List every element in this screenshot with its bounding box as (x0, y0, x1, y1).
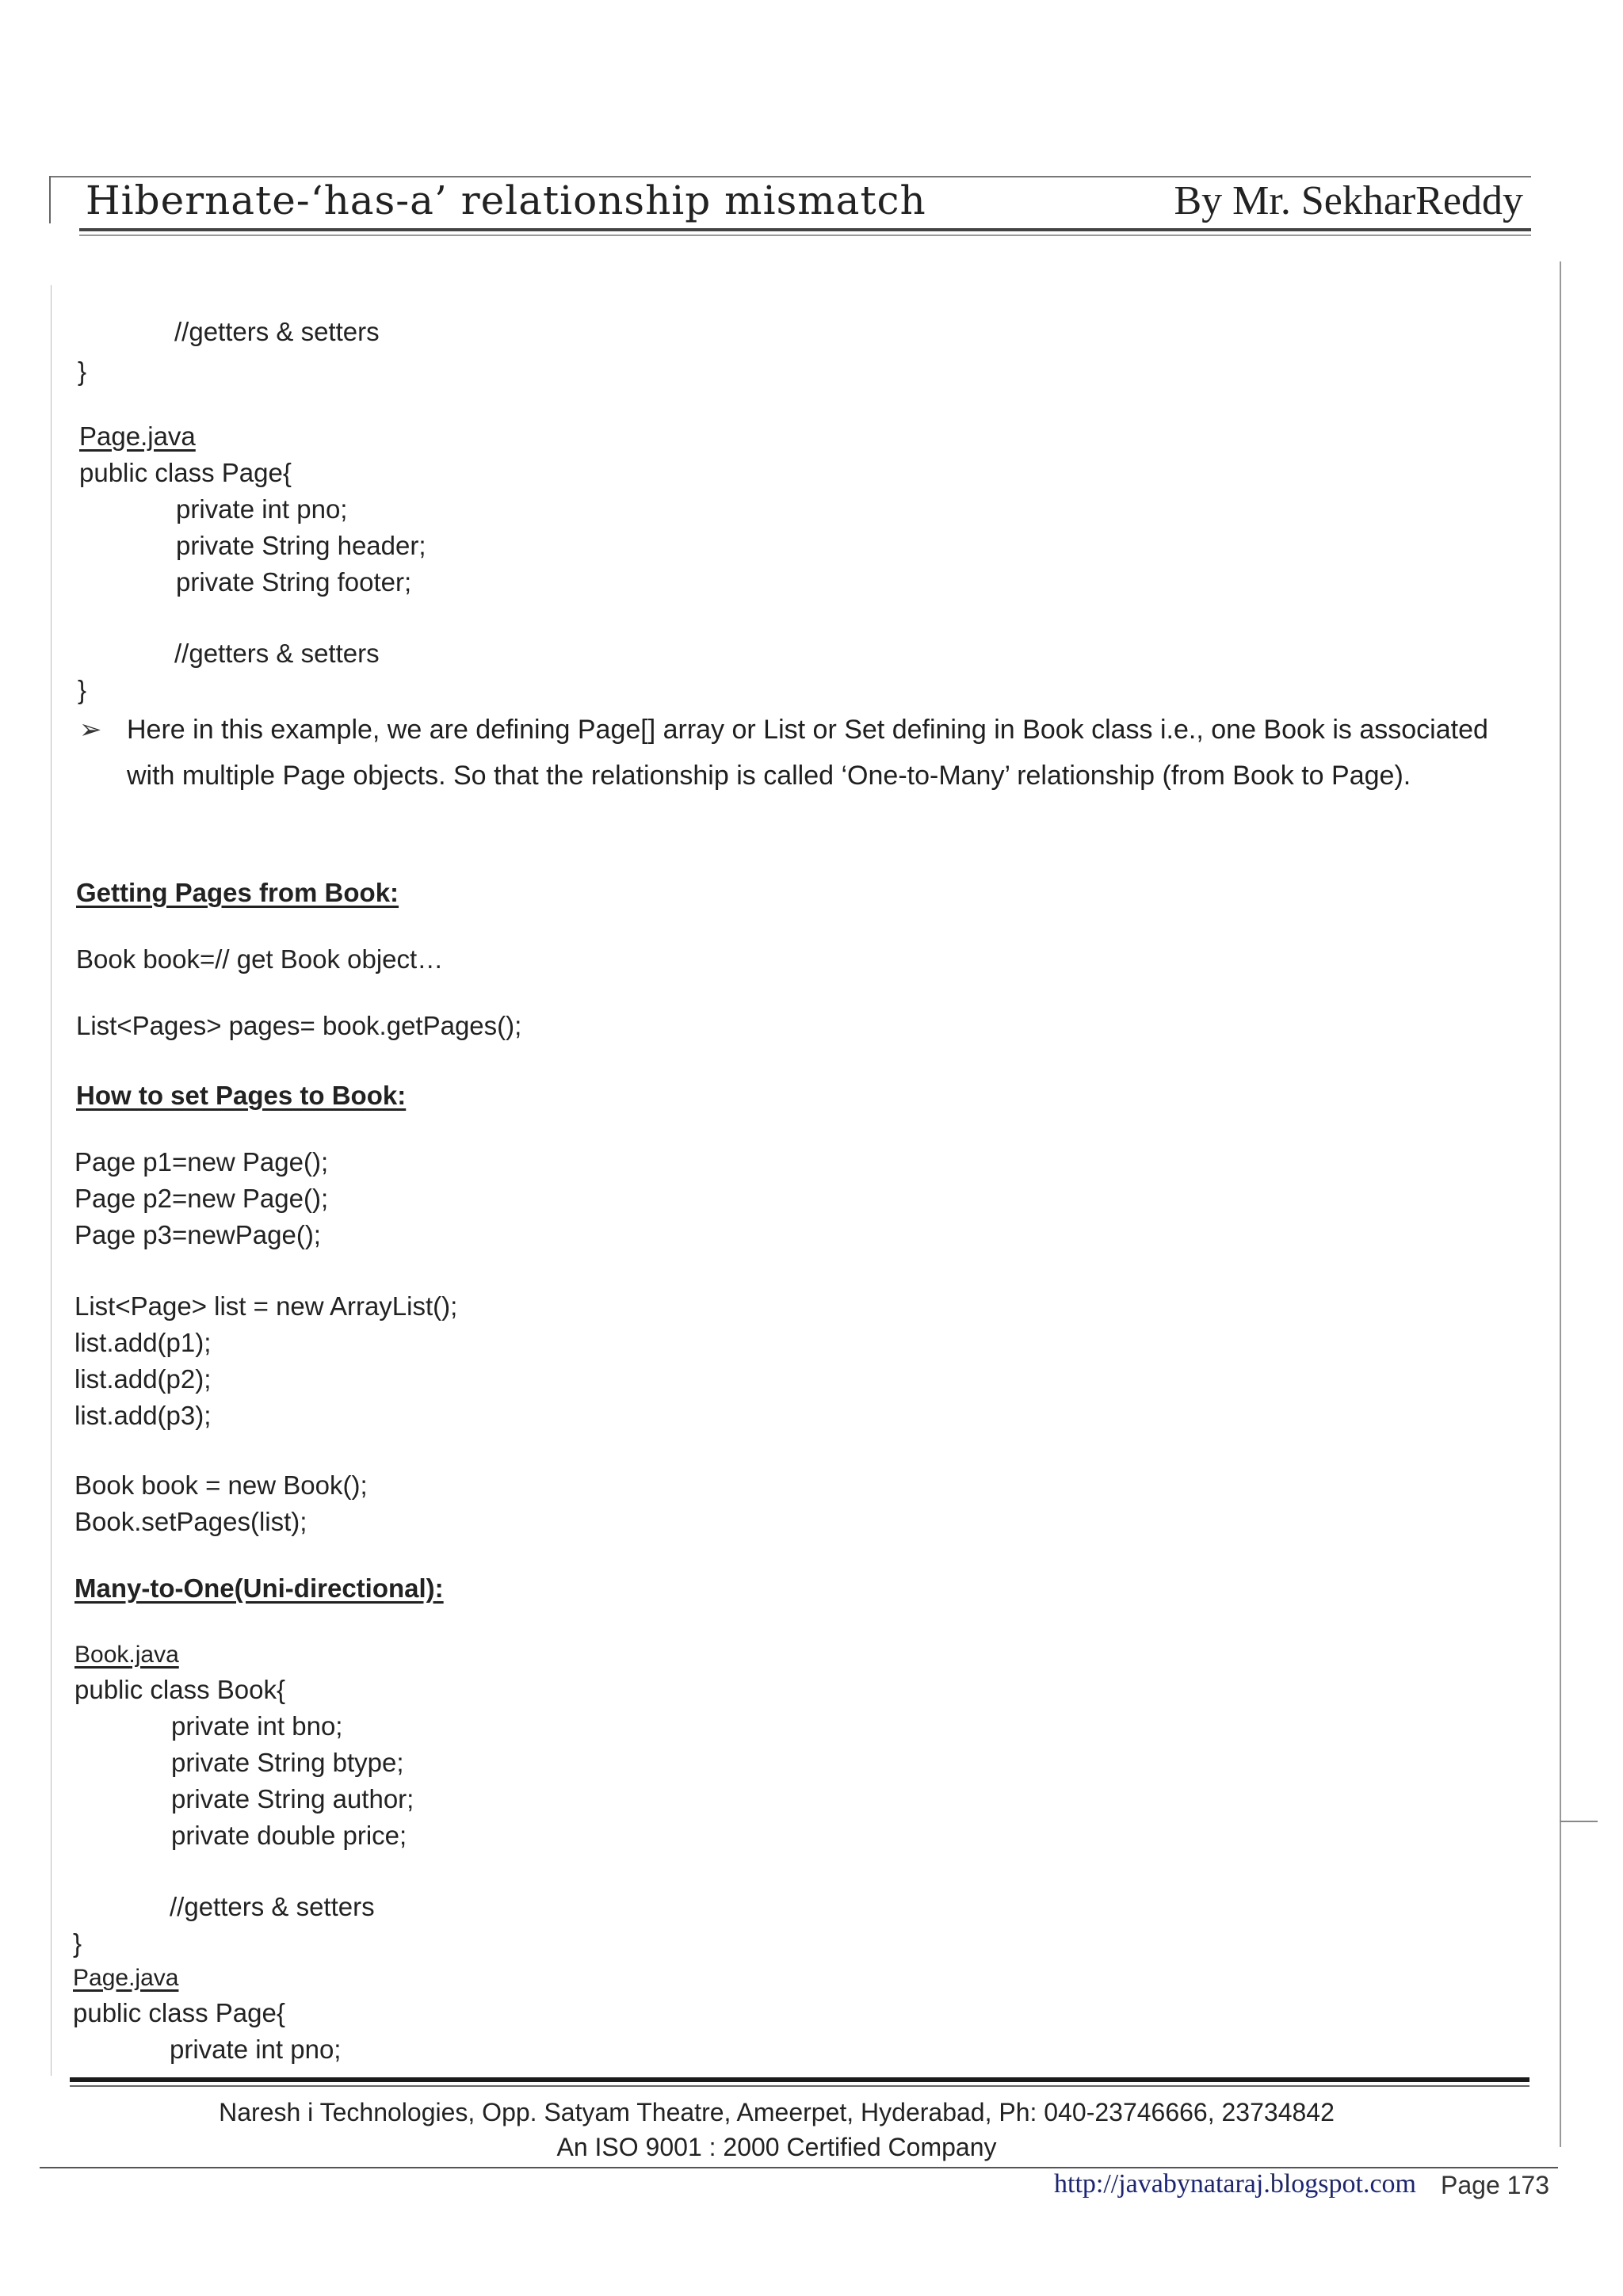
section-heading-getting-pages: Getting Pages from Book: (76, 878, 399, 907)
blog-url-link[interactable]: http://javabynataraj.blogspot.com (1054, 2169, 1417, 2199)
code-class-declaration: public class Book{ (74, 1675, 285, 1704)
page-number: Page 173 (1441, 2171, 1550, 2199)
code-field: private String footer; (176, 567, 412, 597)
header-bottom-rule (79, 228, 1531, 231)
footer-address: Naresh i Technologies, Opp. Satyam Theatre, Ameerpet, Hyderabad, Ph: 040-23746666, 23734842 (219, 2098, 1335, 2126)
bullet-arrow-icon: ➢ (79, 715, 102, 745)
left-margin-rule (51, 285, 52, 2076)
code-field: private int bno; (171, 1711, 343, 1741)
footer-certification: An ISO 9001 : 2000 Certified Company (556, 2133, 997, 2161)
section-heading-set-pages: How to set Pages to Book: (76, 1081, 407, 1110)
header-author: By Mr. SekharReddy (1174, 178, 1523, 223)
code-field: private int pno; (170, 2035, 342, 2064)
code-line: Book book = new Book(); (74, 1470, 368, 1500)
footer-thick-rule (70, 2077, 1529, 2082)
code-getters-comment: //getters & setters (174, 317, 380, 346)
filename-book-java: Book.java (74, 1642, 179, 1668)
right-scan-edge-tick (1560, 1821, 1598, 1822)
code-field: private int pno; (176, 494, 348, 524)
code-line: Page p3=newPage(); (74, 1220, 321, 1249)
right-scan-edge (1560, 261, 1561, 2147)
code-closing-brace: } (73, 1928, 82, 1958)
header-bottom-rule-thin (79, 235, 1531, 236)
code-line: Page p2=new Page(); (74, 1184, 329, 1213)
code-line: Book.setPages(list); (74, 1507, 307, 1536)
code-line: Book book=// get Book object… (76, 944, 444, 974)
code-closing-brace: } (78, 357, 87, 386)
code-class-declaration: public class Page{ (73, 1998, 285, 2027)
header-title: Hibernate-‘has-a’ relationship mismatch (86, 177, 926, 223)
code-class-declaration: public class Page{ (79, 458, 292, 487)
code-line: list.add(p3); (74, 1401, 212, 1430)
footer-thin-rule (70, 2085, 1529, 2087)
code-line: List<Page> list = new ArrayList(); (74, 1291, 458, 1321)
filename-page-java: Page.java (73, 1965, 179, 1991)
code-line: List<Pages> pages= book.getPages(); (76, 1011, 522, 1040)
section-heading-many-to-one: Many-to-One(Uni-directional): (74, 1573, 444, 1603)
code-field: private double price; (171, 1821, 407, 1850)
code-getters-comment: //getters & setters (170, 1892, 375, 1921)
filename-page-java: Page.java (79, 421, 196, 451)
footer-bottom-rule (40, 2167, 1558, 2168)
code-closing-brace: } (78, 675, 87, 704)
code-field: private String btype; (171, 1748, 404, 1777)
code-getters-comment: //getters & setters (174, 639, 380, 668)
explanation-paragraph: Here in this example, we are defining Page[] array or List or Set defining in Book class i.e., one Book is associated with multiple Page objects. So that the relationship is called ‘One-to-Many’ relationship (from Book to Page). (127, 715, 1488, 791)
code-field: private String header; (176, 531, 426, 560)
code-line: Page p1=new Page(); (74, 1147, 329, 1177)
code-line: list.add(p1); (74, 1328, 212, 1357)
header-left-tick (49, 176, 51, 223)
code-line: list.add(p2); (74, 1364, 212, 1394)
code-field: private String author; (171, 1784, 414, 1814)
